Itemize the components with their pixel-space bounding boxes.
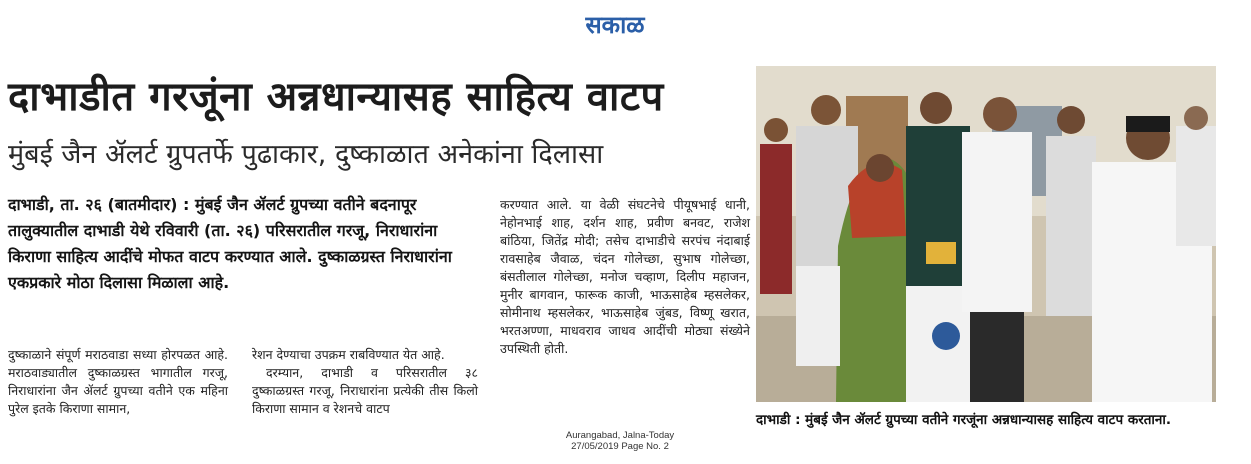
photo-caption: दाभाडी : मुंबई जैन ॲलर्ट ग्रुपच्या वतीने गरजूंना अन्नधान्यासह साहित्य वाटप करताना. bbox=[756, 412, 1172, 428]
newspaper-masthead: सकाळ bbox=[585, 10, 645, 39]
news-photo-illustration bbox=[756, 66, 1216, 402]
body-paragraph: रेशन देण्याचा उपक्रम राबविण्यात येत आहे. bbox=[252, 347, 445, 362]
body-paragraph: दरम्यान, दाभाडी व परिसरातील ३८ दुष्काळग्रस्त गरजू, निराधारांना प्रत्येकी तीस किलो किराणा सामान व रेशनचे वाटप bbox=[252, 365, 478, 416]
article-body-column-2 bbox=[252, 346, 478, 430]
article-body-column-3 bbox=[500, 196, 750, 436]
page-source-footer bbox=[540, 430, 700, 460]
body-paragraph: दुष्काळाने संपूर्ण मराठवाडा सध्या होरपळत आहे. मराठवाड्यातील दुष्काळग्रस्त भागातील गरजू, निराधारांना जैन ॲलर्ट ग्रुपच्या वतीने एक महिना पुरेल इतके किराणा सामान, bbox=[8, 347, 228, 416]
article-headline: दाभाडीत गरजूंना अन्नधान्यासह साहित्य वाटप bbox=[8, 74, 664, 120]
article-lead-paragraph: दाभाडी, ता. २६ (बातमीदार) : मुंबई जैन ॲलर्ट ग्रुपच्या वतीने बदनापूर तालुक्यातील दाभाडी येथे रविवारी (ता. २६) परिसरातील गरजू, निराधारांना किराणा साहित्य आदींचे मोफत वाटप करण्यात आले. दुष्काळग्रस्त निराधारांना एकप्रकारे मोठा दिलासा मिळाला आहे. bbox=[8, 195, 452, 292]
body-paragraph: करण्यात आले. या वेळी संघटनेचे पीयूषभाई धानी, नेहोनभाई शाह, दर्शन शाह, प्रवीण बनवट, राजेश बांठिया, जितेंद्र मोदी; तसेच दाभाडीचे सरपंच नंदाबाई रावसाहेब जैवाळ, चंदन गोलेच्छा, सुभाष गोलेच्छा, बंसतीलाल गोलेच्छा, मनोज चव्हाण, दिलीप महाजन, मुनीर बागवान, फारूक काजी, भाऊसाहेब म्हसलेकर, सोमीनाथ म्हसलेकर, भाऊसाहेब जुंबड, विष्णू खरात, भरतअण्णा, माधवराव जाधव आदींची मोठ्या संख्येने उपस्थिती होती. bbox=[500, 197, 750, 356]
footer-date-page: 27/05/2019 Page No. 2 bbox=[571, 441, 669, 452]
footer-edition: Aurangabad, Jalna-Today bbox=[565, 430, 675, 441]
article-subheadline: मुंबई जैन ॲलर्ट ग्रुपतर्फे पुढाकार, दुष्काळात अनेकांना दिलासा bbox=[8, 139, 604, 170]
article-body-column-1 bbox=[8, 346, 228, 430]
news-photo bbox=[756, 66, 1216, 402]
